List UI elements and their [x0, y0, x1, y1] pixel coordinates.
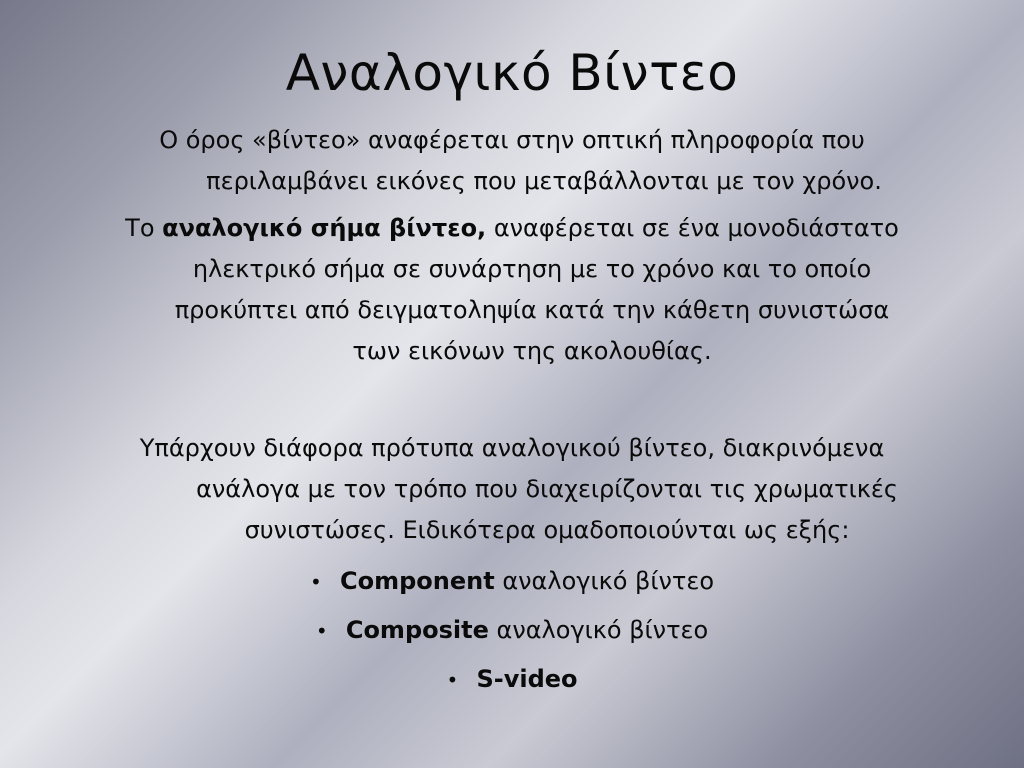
paragraph-line: Ο όρος «βίντεο» αναφέρεται στην οπτική πληροφορία που	[159, 126, 865, 154]
bullet-item	[0, 561, 1024, 603]
bullet-bold: Composite	[345, 616, 489, 644]
paragraph-video-definition	[0, 120, 1024, 202]
paragraph-line: περιλαμβάνει εικόνες που μεταβάλλονται με τον χρόνο.	[206, 167, 882, 195]
bullet-bold: Component	[340, 567, 495, 595]
bold-term: αναλογικό σήμα βίντεο,	[162, 214, 487, 242]
paragraph-line: των εικόνων της ακολουθίας.	[352, 337, 712, 365]
paragraph-line: ηλεκτρικό σήμα σε συνάρτηση με το χρόνο και το οποίο	[192, 255, 872, 283]
bullet-dot-icon: •	[315, 619, 328, 643]
paragraph-line: συνιστώσες. Ειδικότερα ομαδοποιούνται ως εξής:	[244, 516, 850, 544]
paragraph-line	[0, 208, 1024, 249]
bullet-bold: S-video	[476, 665, 578, 693]
bullet-dot-icon: •	[310, 570, 322, 594]
bullet-text: αναλογικό βίντεο	[488, 616, 709, 644]
paragraph-standards	[0, 428, 1024, 551]
paragraph-analog-signal	[0, 208, 1024, 372]
bullet-item	[0, 610, 1024, 652]
paragraph-prefix: Το	[125, 214, 163, 242]
bullet-text: αναλογικό βίντεο	[494, 567, 714, 595]
paragraph-line: Υπάρχουν διάφορα πρότυπα αναλογικού βίντεο, διακρινόμενα	[139, 434, 885, 462]
paragraph-line: ανάλογα με τον τρόπο που διαχειρίζονται τις χρωματικές	[196, 475, 898, 503]
paragraph-line: προκύπτει από δειγματοληψία κατά την κάθετη συνιστώσα	[174, 296, 890, 324]
slide-title: Αναλογικό Βίντεο	[285, 44, 739, 102]
bullet-item	[0, 659, 1024, 701]
paragraph-line-rest: αναφέρεται σε ένα μονοδιάστατο	[486, 214, 899, 242]
bullet-dot-icon: •	[446, 668, 459, 692]
